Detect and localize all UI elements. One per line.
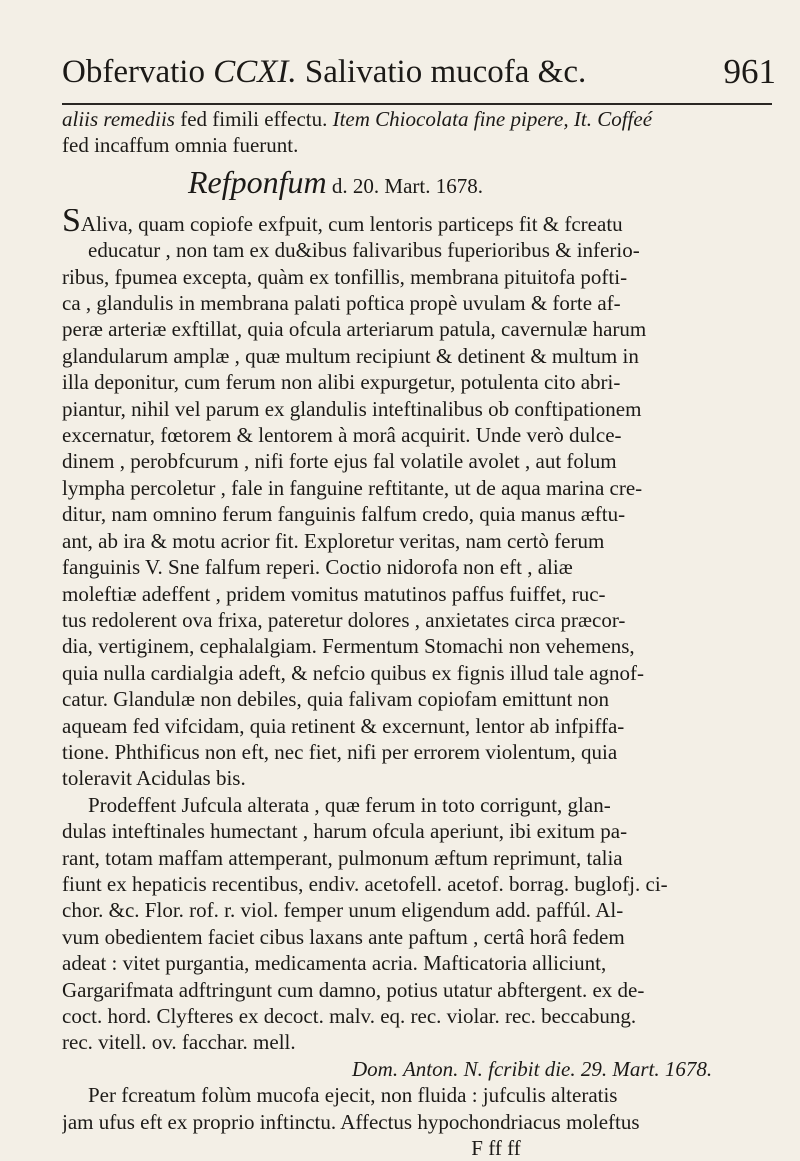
running-head-title [62,44,586,100]
text-line [62,209,770,237]
text-line: toleravit Acidulas bis. [62,766,246,791]
observation-number: CCXI. [213,54,297,90]
heading-date: d. 20. Mart. 1678. [326,173,483,198]
letter-signature-line: Dom. Anton. N. fcribit die. 29. Mart. 1678. [352,1056,713,1081]
text-line: dia, vertiginem, cephalalgiam. Fermentum Stomachi non vehemens, [62,634,635,659]
text-line: peræ arteriæ exftillat, quia ofcula arteriarum patula, cavernulæ harum [62,317,647,342]
text-line: fed incaffum omnia fuerunt. [62,133,299,158]
catchword: F ff ff [471,1136,521,1161]
text-line: aqueam fed vifcidam, quia retinent & excernunt, lentor ab infpiffa- [62,713,625,738]
text-line: lympha percoletur , fale in fanguine reftitante, ut de aqua marina cre- [62,475,643,500]
section-heading [62,159,770,209]
page-number: 961 [723,52,776,91]
text-line: illa deponitur, cum ferum non alibi expurgetur, potulenta cito abri- [62,370,621,395]
paragraph-1 [62,209,770,792]
text-line: catur. Glandulæ non debiles, quia falivam copiofam emittunt non [62,687,610,712]
text-line: piantur, nihil vel parum ex glandulis inteftinalibus ob conftipationem [62,396,642,421]
text-line: chor. &c. Flor. rof. r. viol. femper unum eligendum add. paffúl. Al- [62,898,624,923]
text-line: Gargarifmata adftringunt cum damno, potius utatur abftergent. ex de- [62,977,645,1002]
running-head-title-post: Salivatio mucofa &c. [296,54,587,90]
text-line: rant, totam maffam attemperant, pulmonum æftum reprimunt, talia [62,845,623,870]
body-text [62,106,770,1161]
text-line: ant, ab ira & motu acrior fit. Exploretur veritas, nam certò ferum [62,528,605,553]
text-line: ditur, nam omnino ferum fanguinis falfum credo, quia manus æftu- [62,502,626,527]
text-line: ribus, fpumea excepta, quàm ex tonfillis, membrana pituitofa pofti- [62,264,628,289]
drop-cap: S [62,208,81,238]
text-line: tus redolerent ova frixa, pateretur dolores , anxietates circa præcor- [62,607,626,632]
text-line: Per fcreatum folùm mucofa ejecit, non fluida : jufculis alteratis [88,1083,618,1108]
running-head [62,44,776,100]
text-span: Aliva, quam copiofe exfpuit, cum lentoris particeps fit & fcreatu [80,211,623,236]
text-line: ca , glandulis in membrana palati poftica propè uvulam & forte af- [62,291,621,316]
paragraph-3 [62,1082,770,1161]
text-line: coct. hord. Clyfteres ex decoct. malv. eq. rec. violar. rec. beccabung. [62,1004,637,1028]
text-line: fiunt ex hepaticis recentibus, endiv. acetofell. acetof. borrag. buglofj. ci- [62,871,668,896]
text-line: dinem , perobfcurum , nifi forte ejus fal volatile avolet , aut folum [62,449,617,474]
running-head-title-pre: Obfervatio [62,54,214,90]
text-line: tione. Phthificus non eft, nec fiet, nifi per errorem violentum, quia [62,739,618,764]
text-line: dulas inteftinales humectant , harum ofcula aperiunt, ibi exitum pa- [62,819,628,844]
text-line: adeat : vitet purgantia, medicamenta acria. Mafticatoria alliciunt, [62,951,607,976]
text-line: aliis remediis fed fimili effectu. Item Chiocolata fine pipere, It. Coffeé [62,107,653,131]
text-line: vum obedientem faciet cibus laxans ante paftum , certâ horâ fedem [62,924,625,949]
heading-main: Refponfum [188,163,327,200]
text-line: quia nulla cardialgia adeft, & nefcio quibus ex fignis illud tale agnof- [62,660,644,685]
text-line: excernatur, fœtorem & lentorem à morâ acquirit. Unde verò dulce- [62,423,622,448]
text-line: educatur , non tam ex du&ibus falivaribus fuperioribus & inferio- [88,238,640,263]
text-line: moleftiæ adeffent , pridem vomitus matutinos paffus fuiffet, ruc- [62,581,606,606]
text-line: jam ufus eft ex proprio inftinctu. Affectus hypochondriacus moleftus [62,1109,640,1134]
paragraph-2 [62,792,770,1056]
header-rule [62,103,772,105]
text-line: Prodeffent Jufcula alterata , quæ ferum in toto corrigunt, glan- [88,792,611,817]
text-line: rec. vitell. ov. facchar. mell. [62,1030,296,1055]
text-line: glandularum amplæ , quæ multum recipiunt & detinent & multum in [62,343,639,368]
text-line: fanguinis V. Sne falfum reperi. Coctio nidorofa non eft , aliæ [62,555,573,580]
